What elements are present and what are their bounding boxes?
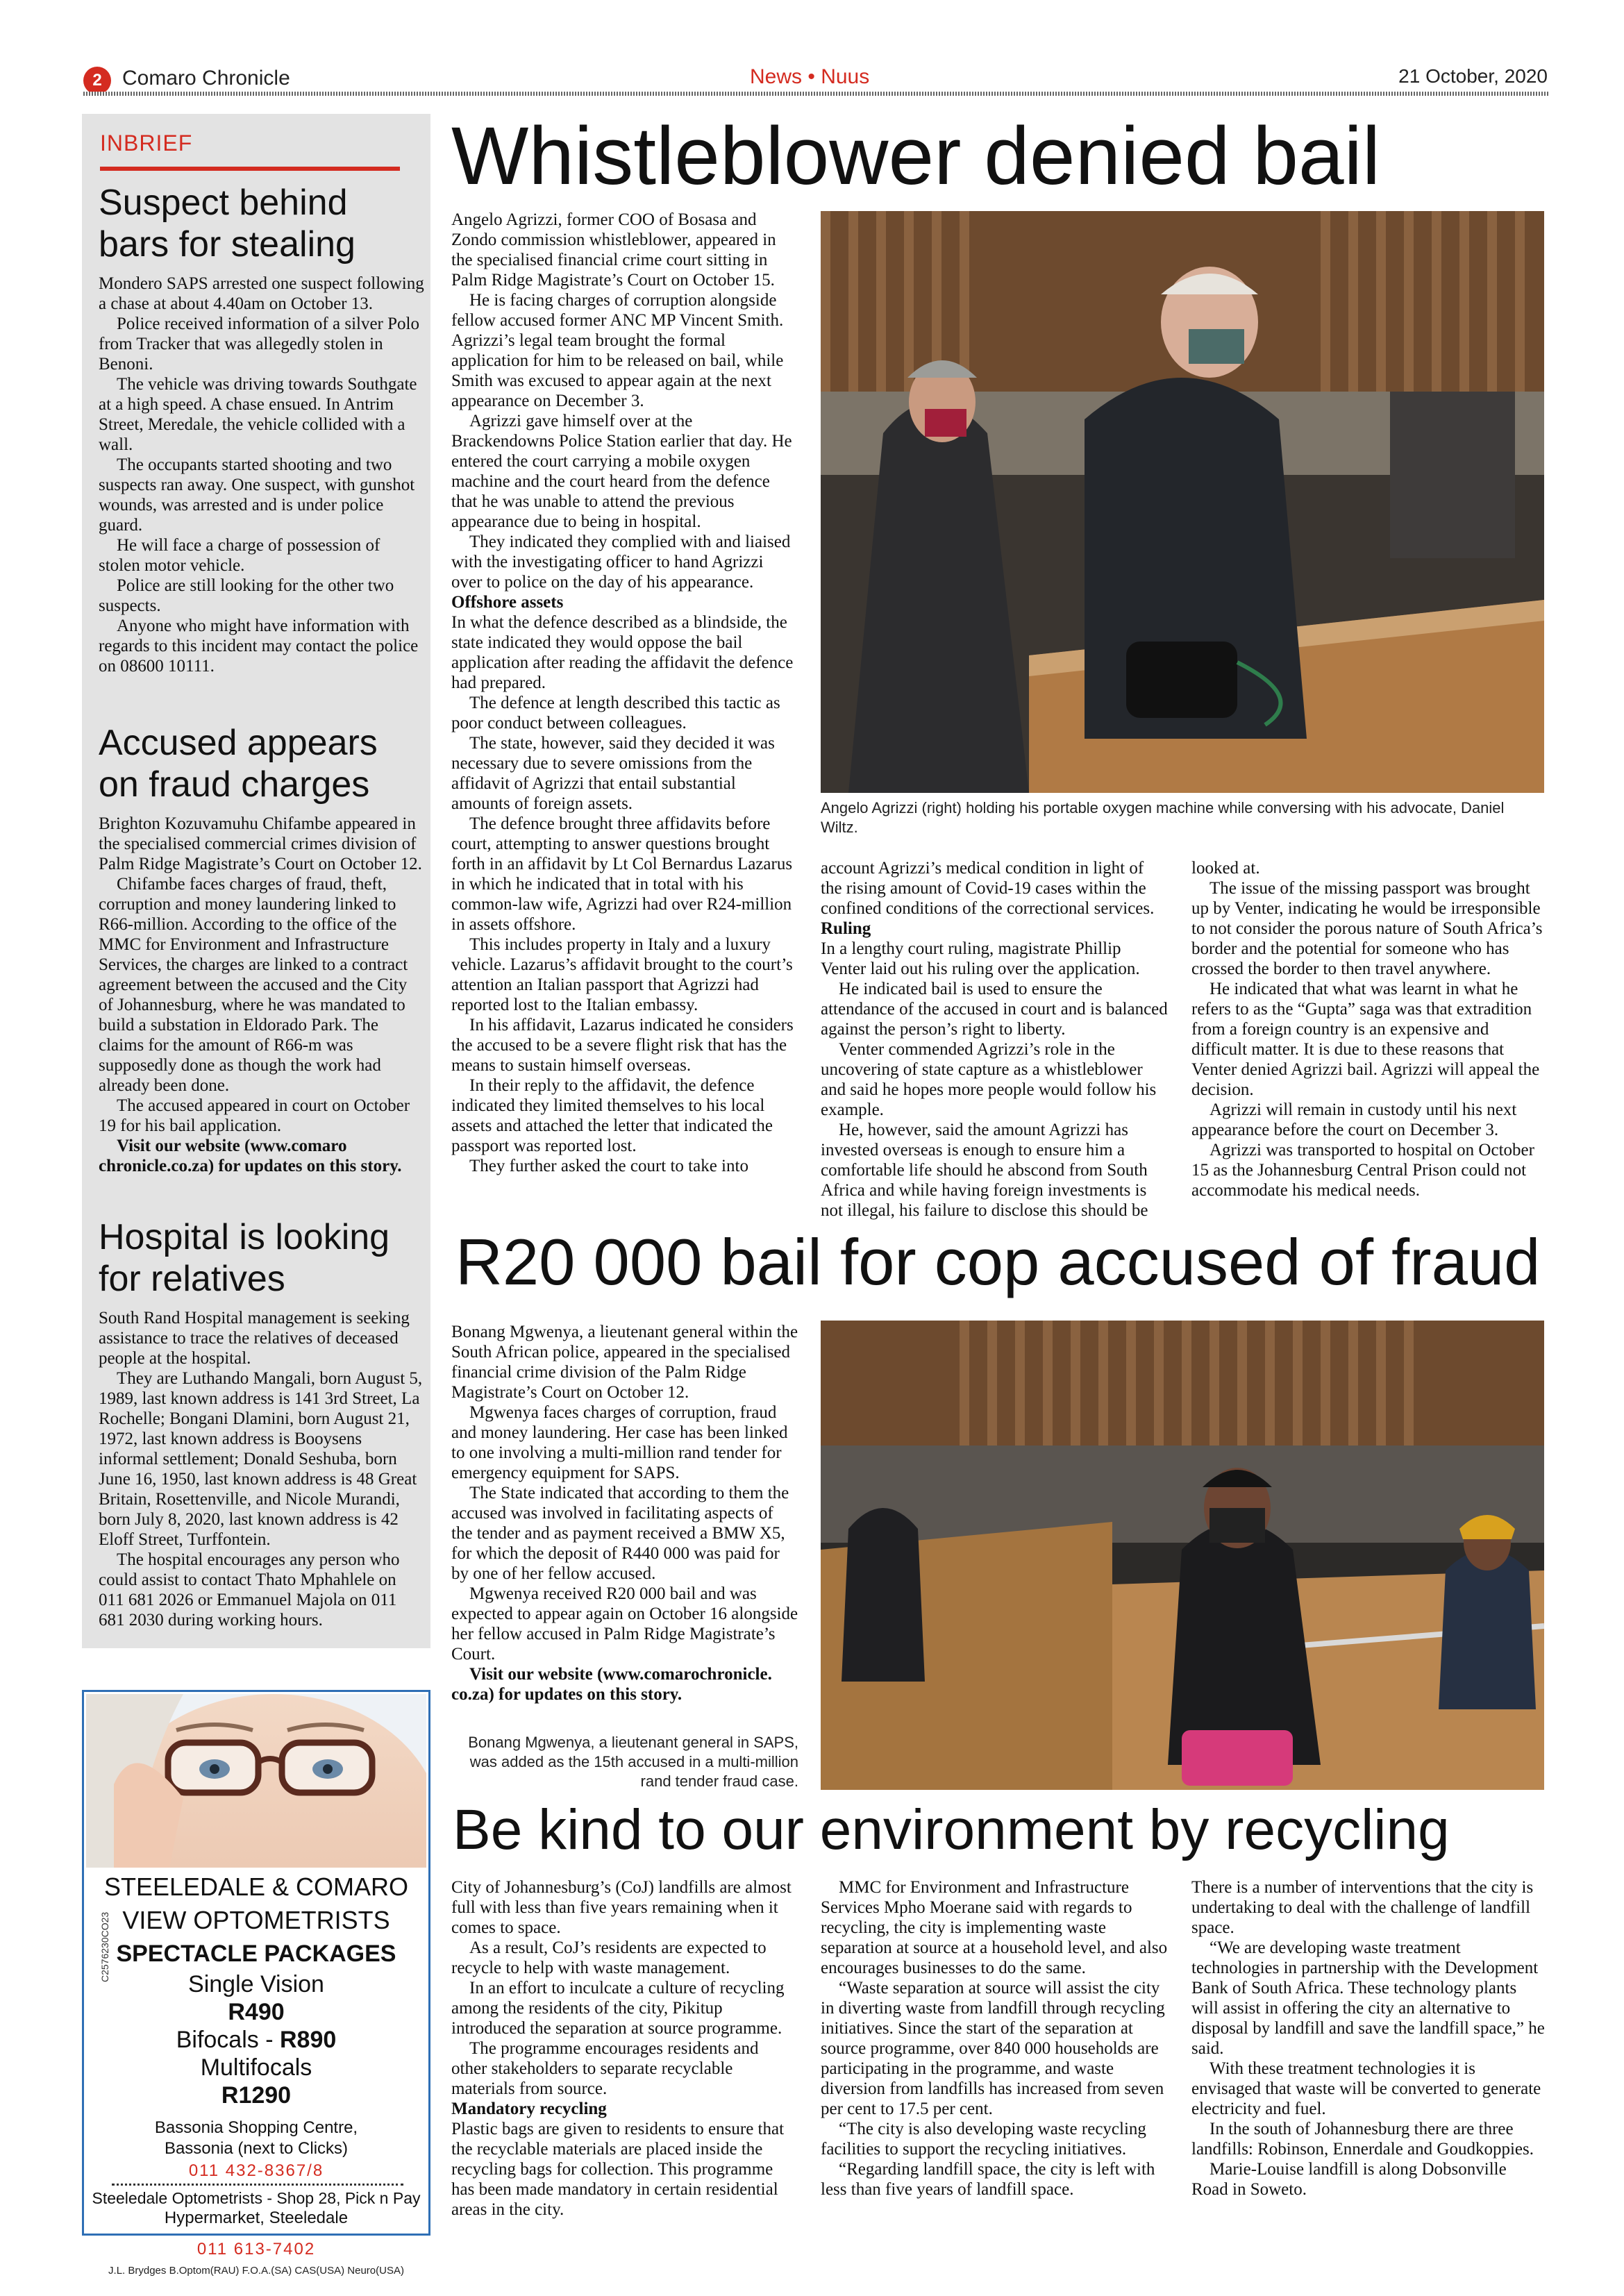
brief-web-link[interactable]: Visit our website (www.comaro chronicle.co.za) for updates on this story. <box>99 1137 402 1175</box>
brief-body: South Rand Hospital management is seeking assistance to trace the relatives of deceased people at the hospital. They are Luthando Mangali, born August 5, 1989, last known address is 141 3rd Street, La Rochelle; Bongani Dlamini, born August 21, 1972, last known address is Booysens informal settlement; Donald Seshuba, born June 16, 1950, last known address is 48 Great Britain, Rosettenville, and Nicole Murandi, born July 8, 2020, last known address is 42 Eloff Street, Turffontein. The hospital encourages any person who could assist to contact Thato Mphahlele on 011 681 2026 or Emmanuel Majola on 011 681 2030 during working hours. <box>99 1309 423 1629</box>
advert-business-name: STEELEDALE & COMARO <box>103 1872 409 1901</box>
article1-subhead-offshore: Offshore assets <box>451 593 564 612</box>
advert-address-1: Bassonia Shopping Centre, <box>154 2118 358 2137</box>
optometrist-advert[interactable] <box>82 1690 430 2236</box>
paper-name: Comaro Chronicle <box>122 67 290 90</box>
article3-column-1: City of Johannesburg’s (CoJ) landfills are almost full with less than five years remaining when it comes to space. As a result, CoJ’s residents are expected to recycle to help with waste management. In an effort to inculcate a culture of recycling among the residents of the city, Pikitup introduced the separation at source programme. The programme encourages residents and other stakeholders to separate recyclable materials from source. Mandatory recycling Plastic bags are given to residents to ensure that the recyclable materials are placed inside the recycling bags for collection. This programme has been made mandatory in certain residential areas in the city. <box>451 1877 798 2220</box>
article3-subhead-mandatory: Mandatory recycling <box>451 2100 607 2118</box>
advert-multifocals: Multifocals <box>200 2054 312 2081</box>
advert-single-vision: Single Vision <box>188 1971 324 1997</box>
article3-column-2: MMC for Environment and Infrastructure Services Mpho Moerane said with regards to recycling, the city is implementing waste separation at source at a household level, and also encourages businesses to do the same. “Waste separation at source will assist the city in diverting waste from landfill through recycling initiatives. Since the start of the separation at source programme, over 840 000 households are participating in the programme, and waste diversion from landfills has increased from seven per cent to 17.5 per cent. “The city is also developing waste recycling facilities to support the recycling initiatives. “Regarding landfill space, the city is left with less than five years of landfill space. <box>821 1878 1168 2199</box>
agrizzi-court-photo <box>821 211 1544 793</box>
advert-multifocals-price: R1290 <box>221 2082 292 2109</box>
article1-headline: Whistleblower denied bail <box>451 110 1381 202</box>
mgwenya-court-photo <box>821 1321 1544 1790</box>
brief-headline: Suspect behind bars for stealing <box>99 183 355 265</box>
page-number: 2 <box>83 67 111 94</box>
header-rule <box>83 92 1548 96</box>
brief-story-hospital <box>99 1216 425 1630</box>
advert-address-2: Bassonia (next to Clicks) <box>164 2139 349 2158</box>
article2-photo-caption: Bonang Mgwenya, a lieutenant general in SAPS, was added as the 15th accused in a multi-million rand tender fraud case. <box>468 1734 798 1790</box>
woman-with-glasses-image <box>86 1694 426 1868</box>
article1-column-3: looked at. The issue of the missing passport was brought up by Venter, indicating he would be irresponsible to not consider the porous nature of South Africa’s border and the potential for someone who has crossed the border to then travel anywhere. He indicated that what was learnt in what he refers to as the “Gupta” saga was that extradition from a foreign country is an expensive and difficult matter. It is due to these reasons that Venter denied Agrizzi bail. Agrizzi will appeal the decision. Agrizzi will remain in custody until his next appearance before the court on December 3. Agrizzi was transported to hospital on October 15 as the Johannesburg Central Prison could not accommodate his medical needs. <box>1191 859 1543 1200</box>
brief-headline: Hospital is looking for relatives <box>99 1217 390 1299</box>
article1-column-1: Angelo Agrizzi, former COO of Bosasa and Zondo commission whistleblower, appeared in the specialised financial crime court sitting in Palm Ridge Magistrate’s Court on October 15. He is facing charges of corruption alongside fellow accused former ANC MP Vincent Smith. Agrizzi’s legal team brought the formal application for him to be released on bail, while Smith was excused to appear again at the next appearance on December 3. Agrizzi gave himself over at the Brackendowns Police Station earlier that day. He entered the court carrying a mobile oxygen machine and the court heard from the defence that he was unable to attend the previous appearance due to being in hospital. They indicated they complied with and liaised with the investigating officer to hand Agrizzi over to police on the day of his appearance. Offshore assets In what the defence described as a blindside, the state indicated they would oppose the bail application after reading the affidavit the defence had prepared. The defence at length described this tactic as poor conduct between colleagues. The state, however, said they decided it was necessary due to severe omissions from the affidavit of Agrizzi that entail substantial amounts of foreign assets. The defence brought three affidavits before court, attempting to answer questions brought forth in an affidavit by Lt Col Bernardus Lazarus in which he indicated that in total with his common-law wife, Agrizzi had over R24-million in assets offshore. This includes property in Italy and a luxury vehicle. Lazarus’s affidavit brought to the court’s attention an Italian passport that Agrizzi had reported lost to the Italian embassy. In his affidavit, Lazarus indicated he considers the accused to be a severe flight risk that has the means to sustain himself overseas. In their reply to the affidavit, the defence indicated they limited themselves to his local assets and attached the letter that indicated the passport was reported lost. They further asked the court to take into <box>451 210 798 1176</box>
issue-date: 21 October, 2020 <box>1398 65 1548 87</box>
article2-headline: R20 000 bail for cop accused of fraud <box>455 1225 1541 1298</box>
advert-bifocals: Bifocals - R890 <box>176 2027 337 2053</box>
article3-headline: Be kind to our environment by recycling <box>453 1798 1450 1861</box>
brief-body: Mondero SAPS arrested one suspect following a chase at about 4.40am on October 13. Police received information of a silver Polo from Tracker that was allegedly stolen in Benoni. The vehicle was driving towards Southgate at a high speed. A chase ensued. In Antrim Street, Meredale, the vehicle collided with a wall. The occupants started shooting and two suspects ran away. One suspect, with gunshot wounds, was arrested and is under police guard. He will face a charge of possession of stolen motor vehicle. Police are still looking for the other two suspects. Anyone who might have information with regards to this incident may contact the police on 08600 10111. <box>99 274 424 676</box>
inbrief-label: INBRIEF <box>100 131 193 156</box>
advert-single-vision-price: R490 <box>228 1999 285 2025</box>
article1-subhead-ruling: Ruling <box>821 919 871 938</box>
article1-column-2: account Agrizzi’s medical condition in light of the rising amount of Covid-19 cases within the confined conditions of the correctional services. Ruling In a lengthy court ruling, magistrate Phillip Venter laid out his ruling over the application. He indicated bail is used to ensure the attendance of the accused in court and is balanced against the person’s right to liberty. Venter commended Agrizzi’s role in the uncovering of state capture as a whistleblower and said he hopes more people would follow his example. He, however, said the amount Agrizzi has invested overseas is enough to ensure him a comfortable life should he abscond from South Africa and while having foreign investments is not illegal, his failure to disclose this should be <box>821 859 1168 1220</box>
brief-story-suspect <box>99 182 425 676</box>
section-label: News • Nuus <box>750 65 870 88</box>
advert-address-3: Steeledale Optometrists - Shop 28, Pick n Pay <box>92 2189 421 2207</box>
brief-headline: Accused appears on fraud charges <box>99 723 378 805</box>
inbrief-rule <box>100 167 400 171</box>
advert-business-name-2: VIEW OPTOMETRISTS <box>122 1906 390 1934</box>
advert-address-4: Hypermarket, Steeledale <box>164 2209 349 2227</box>
advert-phone-2[interactable]: 011 613-7402 <box>196 2240 316 2259</box>
advert-phone-1[interactable]: 011 432-8367/8 <box>188 2161 324 2180</box>
advert-packages-heading: SPECTACLE PACKAGES <box>116 1941 396 1967</box>
advert-divider <box>112 2184 403 2186</box>
article2-web-link[interactable]: Visit our website (www.comarochronicle. co.za) for updates on this story. <box>451 1665 772 1704</box>
article3-column-3: There is a number of interventions that the city is undertaking to deal with the challenge of landfill space. “We are developing waste treatment technologies in partnership with the Development Bank of South Africa. These technology plants will assist in offering the city an alternative to disposal by landfill and save the landfill space,” he said. With these treatment technologies it is envisaged that waste will be converted to generate electricity and fuel. In the south of Johannesburg there are three landfills: Robinson, Ennerdale and Goudkoppies. Marie-Louise landfill is along Dobsonville Road in Soweto. <box>1191 1878 1545 2199</box>
brief-story-fraud <box>99 722 425 1176</box>
brief-body: Brighton Kozuvamuhu Chifambe appeared in the specialised commercial crimes division of Palm Ridge Magistrate’s Court on October 12. Chifambe faces charges of fraud, theft, corruption and money laundering linked to R66-million. According to the office of the MMC for Environment and Infrastructure Services, the charges are linked to a contract agreement between the accused and the City of Johannesburg, where he was mandated to build a substation in Eldorado Park. The claims for the amount of R66-m was supposedly done as though the work had already been done. The accused appeared in court on October 19 for his bail application. Visit our website (www.comaro chronicle.co.za) for updates on this story. <box>99 814 425 1176</box>
advert-code: C2576230CO23 <box>99 1911 110 1982</box>
article2-body: Bonang Mgwenya, a lieutenant general within the South African police, appeared in the specialised financial crime division of the Palm Ridge Magistrate’s Court on October 12. Mgwenya faces charges of corruption, fraud and money laundering. Her case has been linked to one involving a multi-million rand tender for emergency equipment for SAPS. The State indicated that according to them the accused was involved in facilitating aspects of the tender and as payment received a BMW X5, for which the deposit of R440 000 was paid for by one of her fellow accused. Mgwenya received R20 000 bail and was expected to appear again on October 16 alongside her fellow accused in Palm Ridge Magistrate’s Court. Visit our website (www.comarochronicle. co.za) for updates on this story. <box>451 1323 798 1704</box>
article1-photo-caption: Angelo Agrizzi (right) holding his portable oxygen machine while conversing with his advocate, Daniel Wiltz. <box>821 799 1505 836</box>
advert-footer: J.L. Brydges B.Optom(RAU) F.O.A.(SA) CAS(USA) Neuro(USA) <box>108 2265 404 2277</box>
